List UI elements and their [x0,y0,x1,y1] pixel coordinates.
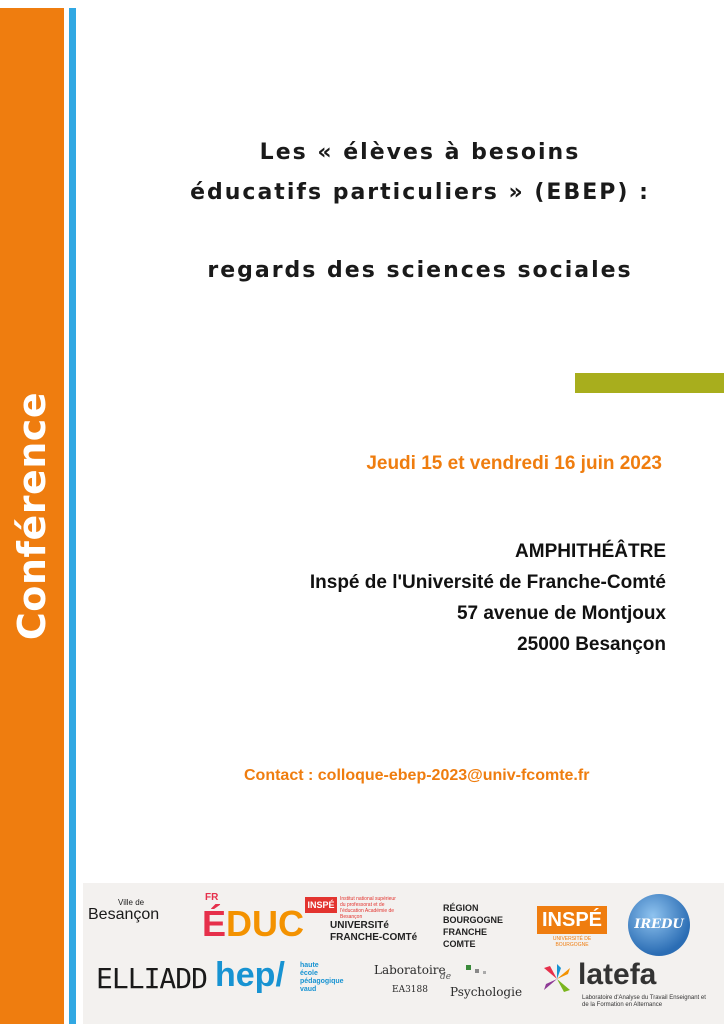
logo-educ [202,904,304,944]
venue-institution: Inspé de l'Université de Franche-Comté [309,572,666,593]
logo-latefa-caption: Laboratoire d'Analyse du Travail Enseignant et de la Formation en Alternance [582,995,706,1008]
logo-inspe-bourgogne-caption: UNIVERSITÉ DE BOURGOGNE [552,936,592,948]
logo-hep-line1: haute [300,962,319,969]
logo-educ-e: É [202,903,227,944]
logo-hep: hep/ [215,956,285,994]
logo-lab-psychologie: Laboratoire [374,963,446,977]
logo-lab-dots-icon [466,965,490,975]
logo-inspe-besancon-caption: Institut national supérieur du professorat et de l'éducation Académie de Besançon [340,896,396,920]
logo-besancon-prefix: Ville de [118,898,145,907]
logo-region-line3: FRANCHE [443,927,487,937]
logo-fr: FR [205,892,219,903]
logo-inspe-bourgogne: INSPÉ [537,906,607,934]
sidebar-blue-stripe [69,8,76,1024]
logo-iredu: IREDU [628,894,690,956]
logo-inspe-besancon: INSPÉ [305,897,337,913]
venue-street: 57 avenue de Montjoux [456,603,666,624]
logo-latefa-star-icon [540,962,574,996]
logo-hep-line2: école [300,970,318,977]
logo-ufc-line1: UNIVERSITé [330,920,389,931]
logo-besancon: Besançon [88,906,160,923]
title-line-2: éducatifs particuliers » (EBEP) : [190,180,650,205]
sidebar-label: Conférence [10,391,54,641]
venue-block [310,536,666,660]
logo-latefa: latefa [578,958,657,991]
contact-email[interactable]: Contact : colloque-ebep-2023@univ-fcomte.fr [244,767,590,784]
logo-lab-psychologie-word: Psychologie [450,985,523,999]
logo-region-line4: COMTE [443,939,476,949]
logo-lab-number: EA3188 [392,985,428,995]
logo-region-line1: RÉGION [443,903,479,913]
logo-ufc-line2: FRANCHE-COMTé [330,932,418,943]
logo-lab-de: de [440,972,452,982]
event-date: Jeudi 15 et vendredi 16 juin 2023 [366,453,662,474]
logo-educ-rest: DUC [226,903,305,944]
venue-room: AMPHITHÉÂTRE [515,541,666,562]
logo-hep-caption [300,962,344,994]
green-accent-bar [575,373,724,393]
venue-city: 25000 Besançon [517,634,666,655]
logo-universite-franche-comte [330,920,417,944]
logo-hep-line3: pédagogique [300,978,344,985]
title-line-1: Les « élèves à besoins [259,140,581,165]
logo-region-line2: BOURGOGNE [443,915,504,925]
logo-hep-line4: vaud [300,986,317,993]
logo-elliadd: ELLIADD [96,962,208,995]
subtitle: regards des sciences sociales [207,258,633,283]
logo-region-bfc [443,902,503,950]
